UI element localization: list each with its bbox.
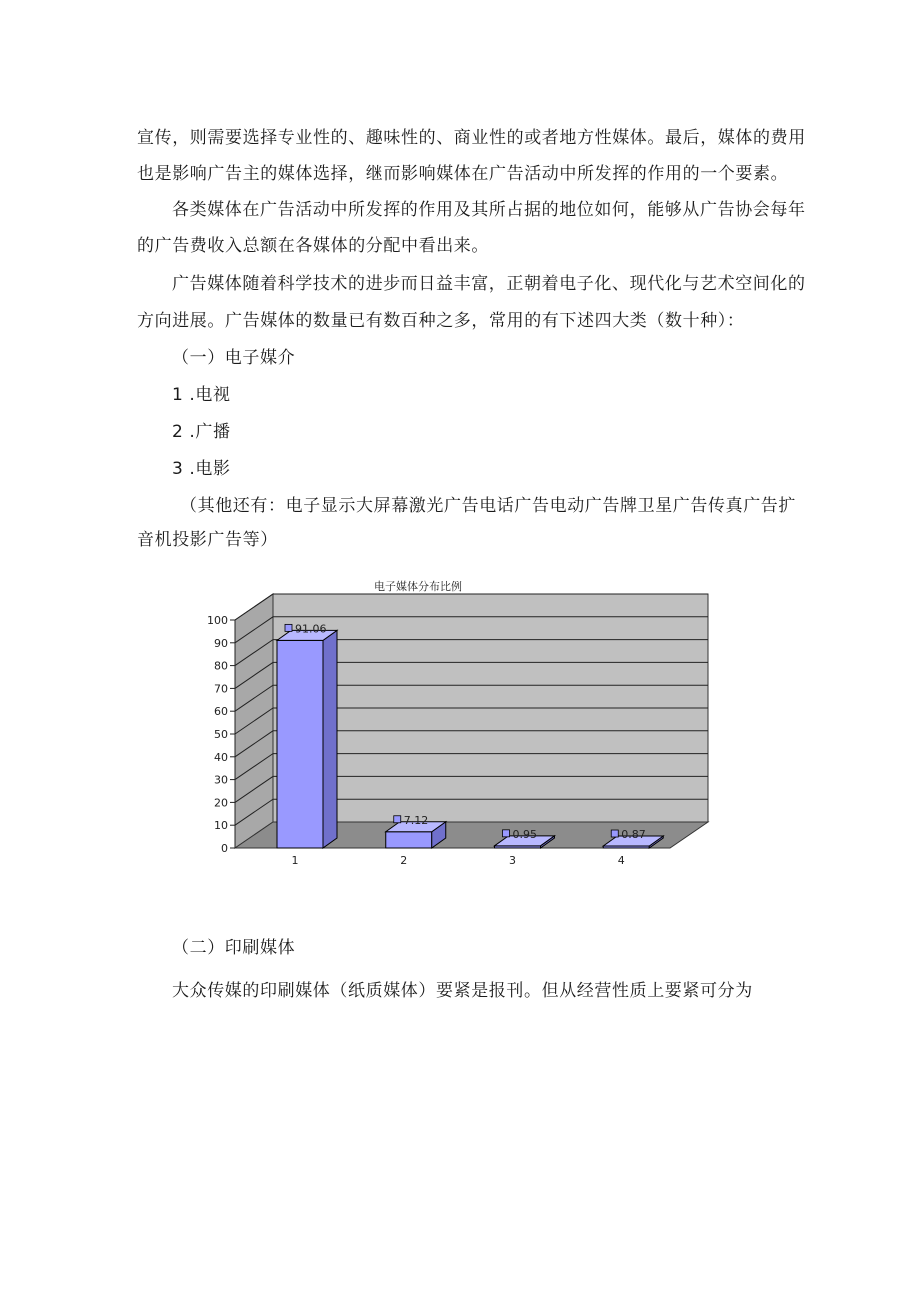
- chart-data-label: 0.95: [512, 827, 537, 841]
- paragraph-line: （其他还有：电子显示大屏幕激光广告电话广告电动广告牌卫星广告传真广告扩: [180, 496, 796, 516]
- chart-y-tick-label: 30: [214, 773, 228, 787]
- chart-bar: [386, 832, 432, 848]
- chart-y-tick-label: 80: [214, 659, 228, 673]
- chart-data-label: 0.87: [621, 828, 646, 842]
- chart-bar: [277, 640, 323, 848]
- chart-data-label: 7.12: [403, 813, 429, 827]
- paragraph-line: 宣传，则需要选择专业性的、趣味性的、商业性的或者地方性媒体。最后，媒体的费用: [137, 128, 806, 148]
- paragraph-line: 的广告费收入总额在各媒体的分配中看出来。: [137, 236, 489, 256]
- chart-y-tick-label: 100: [207, 614, 228, 627]
- section-heading: （一）电子媒介: [172, 348, 296, 368]
- paragraph-line: 方向进展。广告媒体的数量已有数百种之多，常用的有下述四大类（数十种）：: [137, 311, 745, 331]
- paragraph-line: 大众传媒的印刷媒体（纸质媒体）要紧是报刊。但从经营性质上要紧可分为: [172, 981, 753, 1001]
- chart-x-tick-label: 4: [617, 854, 625, 867]
- chart-y-tick-label: 60: [214, 705, 228, 719]
- section-heading: （二）印刷媒体: [172, 938, 296, 958]
- chart-data-label-marker: [503, 830, 510, 837]
- list-item: 2 .广播: [172, 422, 231, 442]
- chart-x-tick-label: 1: [291, 854, 299, 867]
- paragraph-line: 广告媒体随着科学技术的进步而日益丰富，正朝着电子化、现代化与艺术空间化的: [172, 274, 806, 294]
- chart-y-tick-label: 10: [214, 819, 228, 833]
- chart-data-label-marker: [394, 816, 401, 823]
- chart-y-tick-label: 50: [214, 728, 228, 741]
- list-item: 3 .电影: [172, 459, 231, 479]
- chart-y-tick-label: 40: [214, 750, 228, 764]
- chart-y-tick-label: 90: [214, 636, 228, 650]
- paragraph-line: 音机投影广告等）: [137, 530, 278, 550]
- bar-chart: [190, 570, 730, 870]
- chart-data-label-marker: [611, 830, 618, 837]
- paragraph-line: 各类媒体在广告活动中所发挥的作用及其所占据的地位如何，能够从广告协会每年: [172, 200, 806, 220]
- chart-data-label-marker: [285, 624, 292, 631]
- chart-bar-side: [323, 630, 337, 848]
- chart-y-tick-label: 70: [214, 682, 228, 696]
- chart-y-tick-label: 20: [214, 796, 228, 810]
- list-item: 1 .电视: [172, 385, 231, 405]
- chart-y-tick-label: 0: [221, 842, 228, 855]
- chart-x-tick-label: 2: [400, 854, 408, 867]
- chart-data-label: 91.06: [295, 622, 327, 636]
- chart-title: 电子媒体分布比例: [374, 580, 462, 593]
- chart-x-tick-label: 3: [509, 854, 516, 867]
- paragraph-line: 也是影响广告主的媒体选择，继而影响媒体在广告活动中所发挥的作用的一个要素。: [137, 164, 789, 184]
